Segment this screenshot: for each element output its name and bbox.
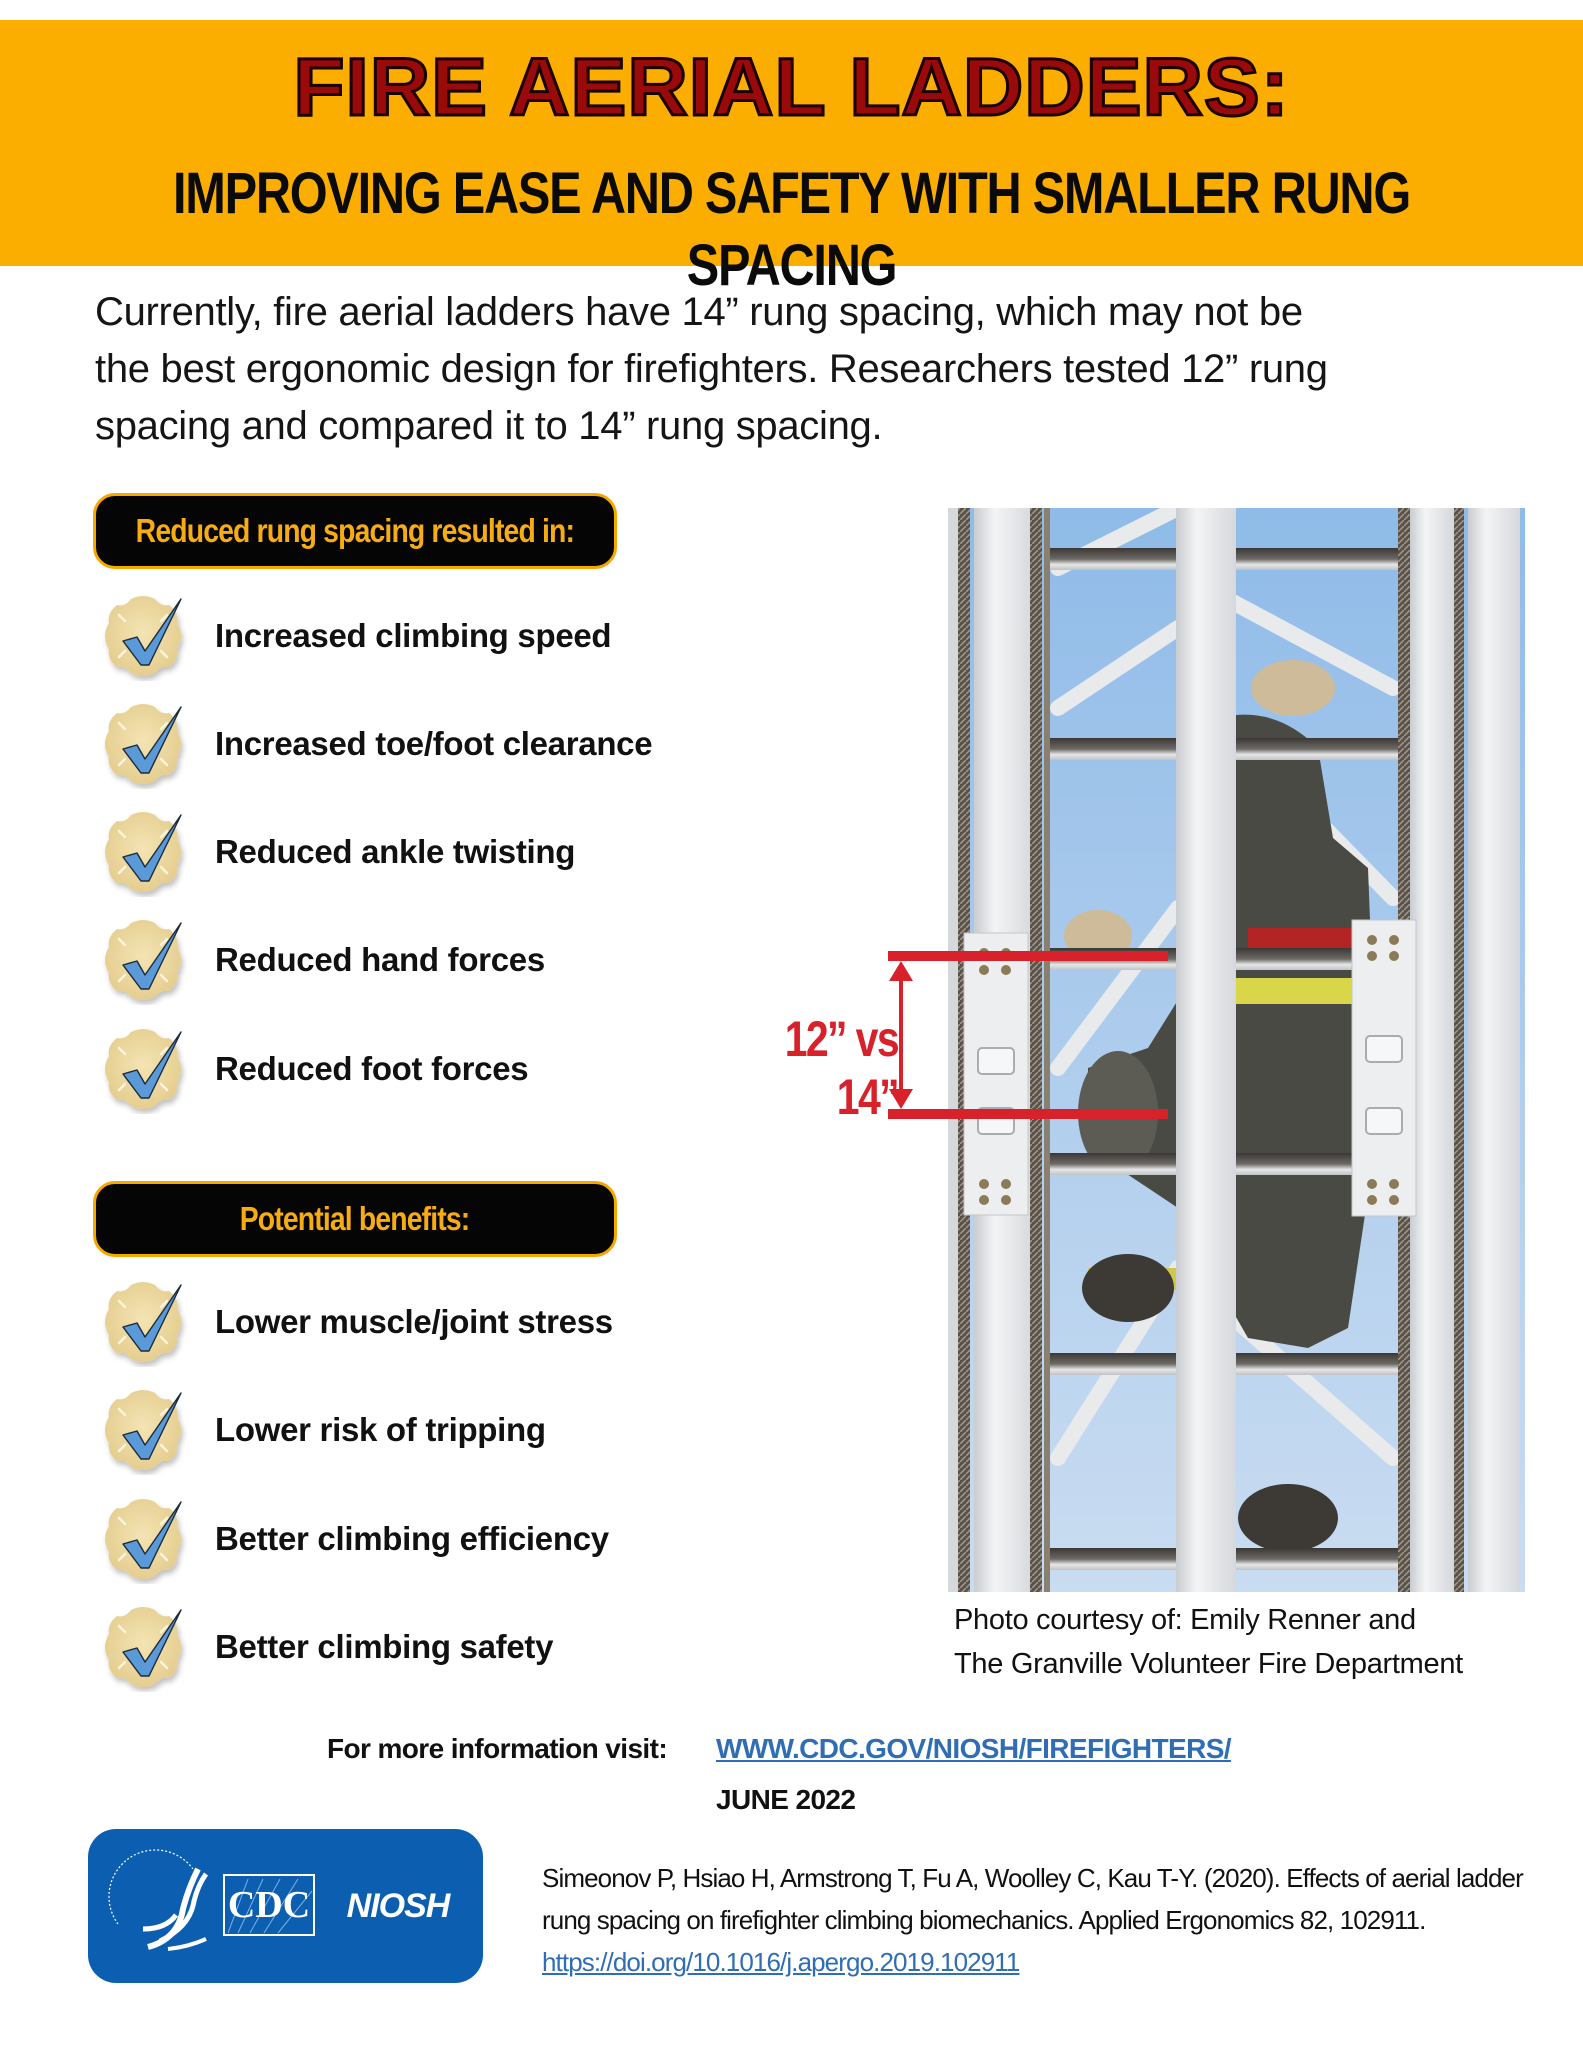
result-item-label: Reduced hand forces <box>215 941 545 978</box>
benefit-item <box>93 1385 693 1475</box>
check-badge-icon <box>93 1024 193 1114</box>
rung-spacing-label-text: 12” vs 14” <box>784 1011 898 1125</box>
agency-logos <box>88 1829 483 1983</box>
result-item <box>93 915 693 1005</box>
page-subtitle: IMPROVING EASE AND SAFETY WITH SMALLER RUNG SPACING <box>173 161 1410 298</box>
benefit-item <box>93 1277 693 1367</box>
result-item <box>93 591 693 681</box>
check-badge-icon <box>93 699 193 789</box>
benefit-item-label: Better climbing safety <box>215 1628 554 1665</box>
rung-spacing-label <box>678 1010 898 1126</box>
benefit-item-label: Better climbing efficiency <box>215 1520 609 1557</box>
intro-line: Currently, fire aerial ladders have 14” rung spacing, which may not be <box>95 290 1303 334</box>
more-info-label: For more information visit: <box>327 1733 668 1764</box>
result-item-label: Reduced ankle twisting <box>215 833 576 870</box>
benefit-item-label: Lower muscle/joint stress <box>215 1303 613 1340</box>
photo-caption-line: Photo courtesy of: Emily Renner and <box>954 1604 1416 1636</box>
svg-text:CDC: CDC <box>227 1884 311 1926</box>
benefit-item <box>93 1602 693 1692</box>
more-info-link[interactable]: WWW.CDC.GOV/NIOSH/FIREFIGHTERS/ <box>716 1733 1231 1764</box>
publication-date: JUNE 2022 <box>716 1784 856 1815</box>
check-badge-icon <box>93 1494 193 1584</box>
intro-line: spacing and compared it to 14” rung spacing. <box>95 404 883 448</box>
citation-line: rung spacing on firefighter climbing biomechanics. Applied Ergonomics 82, 102911. <box>542 1905 1426 1935</box>
result-item-label: Reduced foot forces <box>215 1050 529 1087</box>
check-badge-icon <box>93 591 193 681</box>
niosh-logo-icon <box>347 1887 452 1925</box>
result-item-label: Increased climbing speed <box>215 617 612 654</box>
check-badge-icon <box>93 915 193 1005</box>
photo-caption-line: The Granville Volunteer Fire Department <box>954 1648 1463 1680</box>
benefits-heading <box>93 1181 617 1257</box>
benefit-item <box>93 1494 693 1584</box>
result-item <box>93 807 693 897</box>
result-item <box>93 699 693 789</box>
rung-spacing-indicator <box>880 945 1170 1130</box>
check-badge-icon <box>93 1277 193 1367</box>
hhs-logo-icon <box>109 1850 206 1949</box>
check-badge-icon <box>93 1385 193 1475</box>
intro-line: the best ergonomic design for firefighters. Researchers tested 12” rung <box>95 347 1328 391</box>
intro-paragraph <box>95 284 1515 455</box>
benefits-heading-label: Potential benefits: <box>240 1200 470 1237</box>
photo-caption <box>954 1598 1554 1686</box>
results-heading-label: Reduced rung spacing resulted in: <box>135 512 575 549</box>
doi-link[interactable]: https://doi.org/10.1016/j.apergo.2019.102911 <box>542 1947 1020 1977</box>
check-badge-icon <box>93 807 193 897</box>
result-item <box>93 1024 693 1114</box>
page-title: FIRE AERIAL LADDERS: <box>293 42 1290 133</box>
result-item-label: Increased toe/foot clearance <box>215 725 653 762</box>
citation-line: Simeonov P, Hsiao H, Armstrong T, Fu A, Woolley C, Kau T-Y. (2020). Effects of aerial ladder <box>542 1863 1523 1893</box>
benefit-item-label: Lower risk of tripping <box>215 1411 546 1448</box>
cdc-logo-icon <box>224 1875 314 1935</box>
results-heading <box>93 493 617 569</box>
check-badge-icon <box>93 1602 193 1692</box>
svg-text:NIOSH: NIOSH <box>346 1887 450 1925</box>
citation <box>542 1857 1552 1983</box>
